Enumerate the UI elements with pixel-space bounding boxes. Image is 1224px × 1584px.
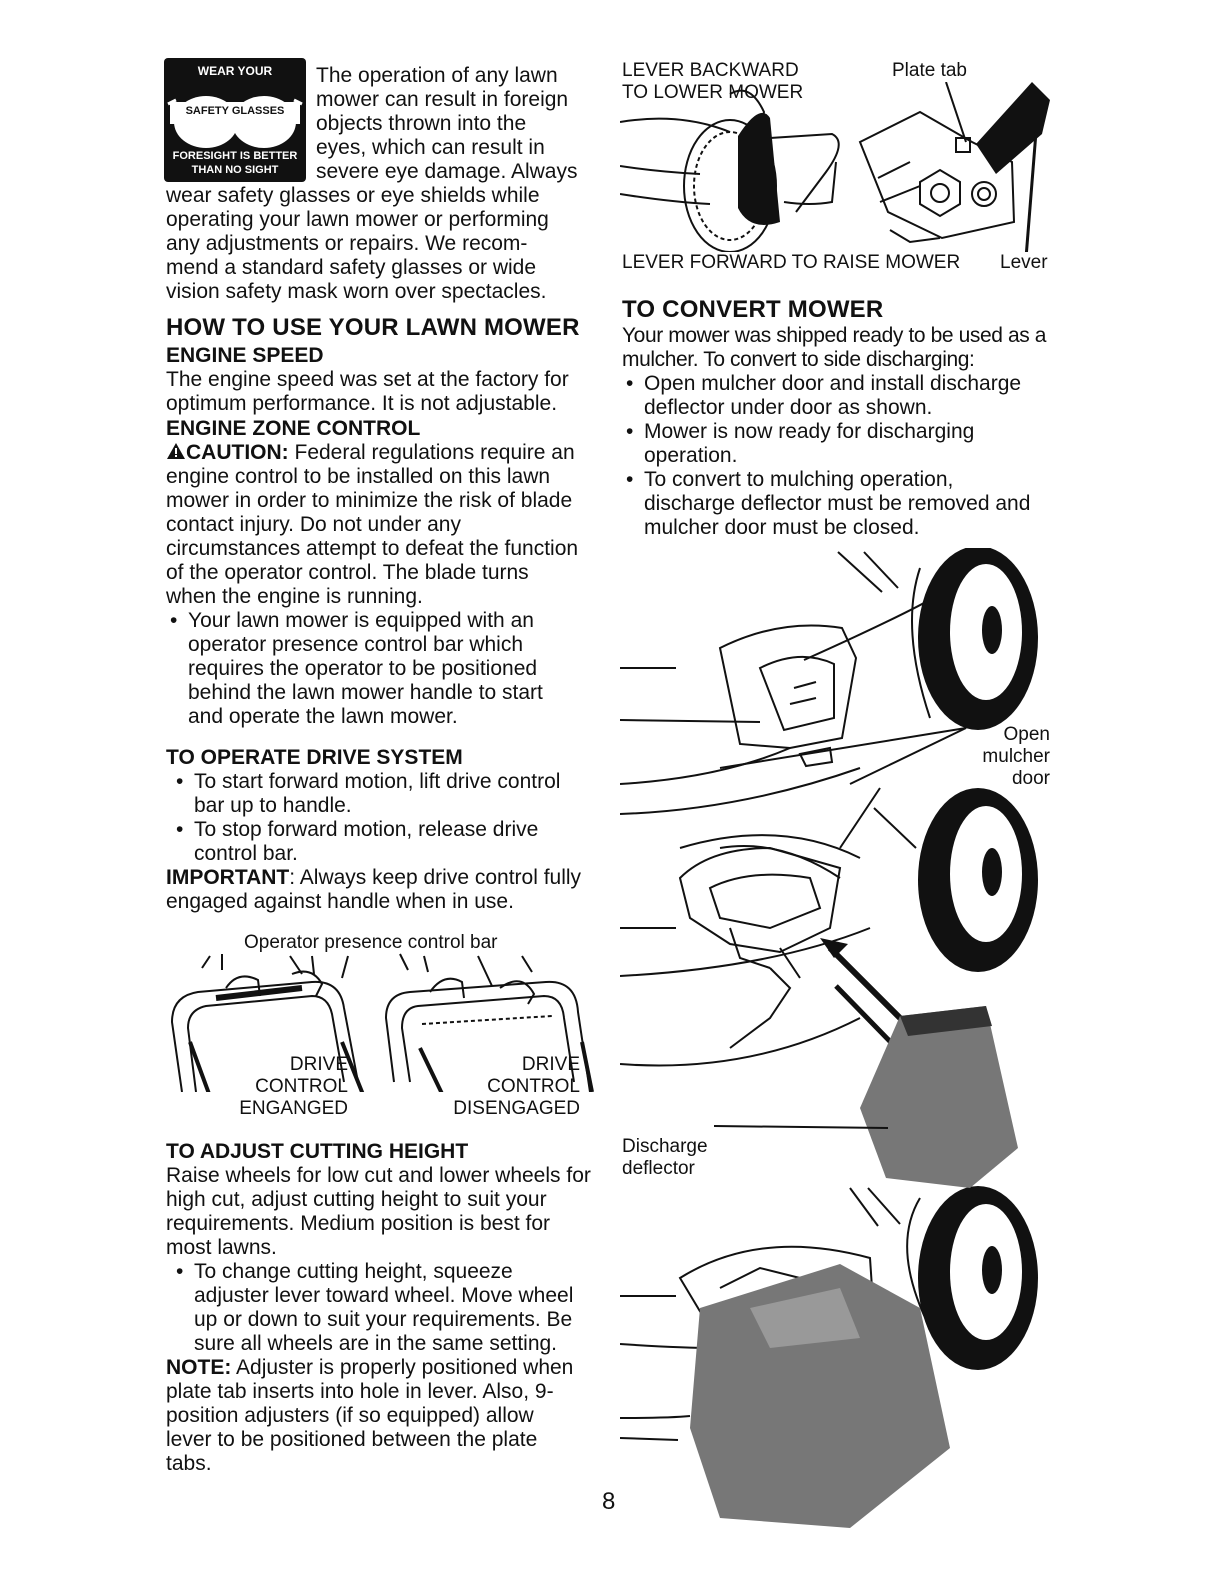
intro-line: objects thrown into the xyxy=(316,112,527,135)
badge-text-wear: WEAR YOUR xyxy=(197,64,273,78)
engine-zone-heading: ENGINE ZONE CONTROL xyxy=(166,417,421,440)
warning-triangle-icon xyxy=(166,442,186,460)
note-label: NOTE: xyxy=(166,1356,232,1379)
label-line: Open xyxy=(1003,724,1050,745)
label-line: Discharge xyxy=(622,1136,708,1157)
drive-system-bullets xyxy=(172,770,572,866)
safety-intro-full xyxy=(166,184,606,304)
handle-figure-caption: Operator presence control bar xyxy=(244,932,498,953)
intro-line: mower can result in foreign xyxy=(316,88,569,111)
label-line: DRIVE xyxy=(289,1054,348,1075)
drive-engaged-label xyxy=(236,1054,348,1120)
intro-line: vision safety mask worn over spectacles. xyxy=(166,280,547,303)
label-line: door xyxy=(1011,768,1050,789)
label-line: mulcher xyxy=(982,746,1050,767)
caution-paragraph xyxy=(166,441,584,609)
safety-intro-wrap xyxy=(316,64,606,184)
label-line: DISENGAGED xyxy=(453,1098,580,1119)
cutting-height-section xyxy=(166,1140,596,1476)
cutting-height-heading: TO ADJUST CUTTING HEIGHT xyxy=(166,1140,469,1163)
convert-intro: Your mower was shipped ready to be used as a mulcher. To convert to side discharging: xyxy=(622,324,1047,371)
convert-mower-title: TO CONVERT MOWER xyxy=(622,296,884,323)
list-item: • Your lawn mower is equipped with an operator presence control bar which requires the operator to be positioned behind the lawn mower handle to start and operate the lawn mower. xyxy=(166,609,576,729)
intro-line: mend a standard safety glasses or wide xyxy=(166,256,537,279)
note-text: Adjuster is properly positioned when plate tab inserts into hole in lever. Also, 9-position adjusters (if so equipped) allow lever to be positioned between the plate tabs. xyxy=(166,1356,574,1475)
label-line: DRIVE xyxy=(521,1054,580,1075)
label-line: ENGANGED xyxy=(239,1098,348,1119)
caution-text: Federal regulations require an engine control to be installed on this lawn mower in order to minimize the risk of blade contact injury. Do not under any circumstances attempt to defeat the function of the operator control. The blade turns when the engine is running. xyxy=(166,441,579,608)
label-line: deflector xyxy=(622,1158,695,1179)
open-mulcher-door-label xyxy=(960,724,1050,790)
cutting-height-bullets xyxy=(172,1260,582,1356)
safety-glasses-badge xyxy=(164,58,306,182)
page-number: 8 xyxy=(602,1488,616,1515)
drive-system-section xyxy=(166,746,596,914)
engine-speed-heading: ENGINE SPEED xyxy=(166,344,324,367)
list-item: • To stop forward motion, release drive control bar. xyxy=(172,818,572,866)
lever-forward-label: LEVER FORWARD TO RAISE MOWER xyxy=(622,252,961,273)
convert-mower-illustration xyxy=(620,548,1060,1538)
plate-tab-label: Plate tab xyxy=(892,60,967,81)
note-paragraph xyxy=(166,1356,576,1476)
lever-label: Lever xyxy=(1000,252,1048,273)
label-line: CONTROL xyxy=(255,1076,348,1097)
intro-line: any adjustments or repairs. We recom- xyxy=(166,232,528,255)
how-to-use-title: HOW TO USE YOUR LAWN MOWER xyxy=(166,314,580,341)
how-to-use-section xyxy=(166,314,596,729)
list-item: • Mower is now ready for discharging operation. xyxy=(622,420,1040,468)
convert-mower-section xyxy=(622,296,1052,540)
drive-system-heading: TO OPERATE DRIVE SYSTEM xyxy=(166,746,463,769)
list-item: • To change cutting height, squeeze adjuster lever toward wheel. Move wheel up or down to suit your requirements. Be sure all wheels are in the same setting. xyxy=(172,1260,582,1356)
list-item: • To start forward motion, lift drive control bar up to handle. xyxy=(172,770,572,818)
badge-text-no-sight: THAN NO SIGHT xyxy=(191,164,279,176)
list-item: • To convert to mulching operation, discharge deflector must be removed and mulcher door must be closed. xyxy=(622,468,1040,540)
wheel-adjuster-illustration xyxy=(620,82,1060,252)
drive-disengaged-label xyxy=(440,1054,580,1120)
important-text: : Always keep drive control fully engaged against handle when in use. xyxy=(166,866,582,913)
engine-zone-bullets xyxy=(166,609,576,729)
cutting-height-text: Raise wheels for low cut and lower wheels for high cut, adjust cutting height to suit your requirements. Medium position is best for most lawns. xyxy=(166,1164,591,1259)
label-line: TO LOWER MOWER xyxy=(622,82,804,103)
important-label: IMPORTANT xyxy=(166,866,290,889)
label-line: LEVER BACKWARD xyxy=(622,60,799,81)
intro-line: operating your lawn mower or performing xyxy=(166,208,549,231)
convert-bullets xyxy=(622,372,1040,540)
label-line: CONTROL xyxy=(487,1076,580,1097)
intro-line: The operation of any lawn xyxy=(316,64,558,87)
caution-label: CAUTION: xyxy=(186,441,289,464)
list-item: • Open mulcher door and install discharge deflector under door as shown. xyxy=(622,372,1040,420)
engine-speed-text: The engine speed was set at the factory for optimum performance. It is not adjustable. xyxy=(166,368,569,415)
intro-line: eyes, which can result in xyxy=(316,136,545,159)
discharge-deflector-label xyxy=(622,1136,708,1180)
badge-text-safety: SAFETY GLASSES xyxy=(185,105,285,117)
badge-text-foresight: FORESIGHT IS BETTER xyxy=(172,150,298,162)
important-paragraph xyxy=(166,866,596,914)
intro-line: severe eye damage. Always xyxy=(316,160,578,183)
intro-line: wear safety glasses or eye shields while xyxy=(166,184,540,207)
